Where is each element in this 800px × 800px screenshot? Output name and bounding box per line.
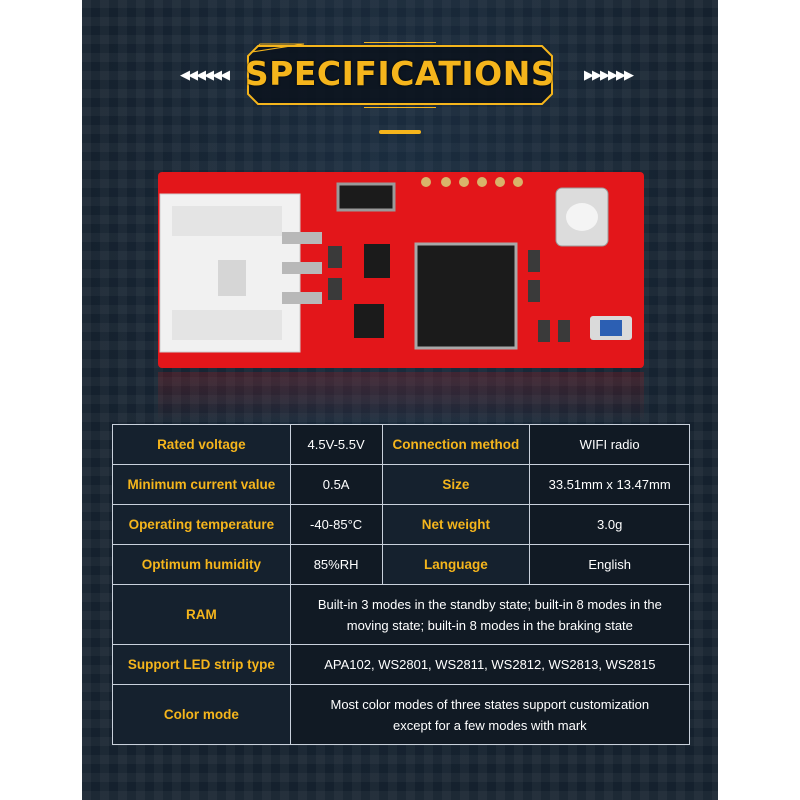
table-row — [113, 545, 690, 585]
color-mode-label: Color mode — [113, 685, 291, 745]
table-row — [113, 645, 690, 685]
spec-table — [112, 424, 690, 745]
led-strip-value: APA102, WS2801, WS2811, WS2812, WS2813, WS2815 — [290, 645, 689, 685]
ram-value-line1: Built-in 3 modes in the standby state; built-in 8 modes in the — [317, 596, 662, 612]
size-label: Size — [382, 465, 530, 505]
arrows-left-icon: ◀◀◀◀◀◀ — [180, 68, 228, 83]
min-current-value: 0.5A — [290, 465, 382, 505]
net-weight-value: 3.0g — [530, 505, 690, 545]
ram-label: RAM — [113, 585, 291, 645]
connection-method-label: Connection method — [382, 425, 530, 465]
connection-method-value: WIFI radio — [530, 425, 690, 465]
page-title: SPECIFICATIONS — [244, 54, 556, 93]
color-mode-value-line2: except for a few modes with mark — [393, 717, 587, 733]
table-row — [113, 585, 690, 645]
rated-voltage-value: 4.5V-5.5V — [290, 425, 382, 465]
table-row — [113, 505, 690, 545]
color-mode-value — [290, 685, 689, 745]
optimum-humidity-label: Optimum humidity — [113, 545, 291, 585]
table-row — [113, 685, 690, 745]
color-mode-value-line1: Most color modes of three states support customization — [330, 696, 650, 712]
pcb-board-image — [158, 170, 644, 370]
ram-value-line2: moving state; built-in 8 modes in the braking state — [346, 617, 633, 633]
table-row — [113, 425, 690, 465]
pcb-board-icon — [158, 170, 644, 370]
optimum-humidity-value: 85%RH — [290, 545, 382, 585]
arrows-right-icon: ▶▶▶▶▶▶ — [584, 68, 632, 83]
led-strip-label: Support LED strip type — [113, 645, 291, 685]
ram-value — [290, 585, 689, 645]
title-frame — [244, 42, 556, 108]
spec-panel — [82, 0, 718, 800]
language-value: English — [530, 545, 690, 585]
language-label: Language — [382, 545, 530, 585]
table-row — [113, 465, 690, 505]
rated-voltage-label: Rated voltage — [113, 425, 291, 465]
min-current-label: Minimum current value — [113, 465, 291, 505]
title-underline — [379, 130, 421, 134]
operating-temperature-value: -40-85°C — [290, 505, 382, 545]
operating-temperature-label: Operating temperature — [113, 505, 291, 545]
net-weight-label: Net weight — [382, 505, 530, 545]
board-reflection — [158, 372, 644, 422]
size-value: 33.51mm x 13.47mm — [530, 465, 690, 505]
